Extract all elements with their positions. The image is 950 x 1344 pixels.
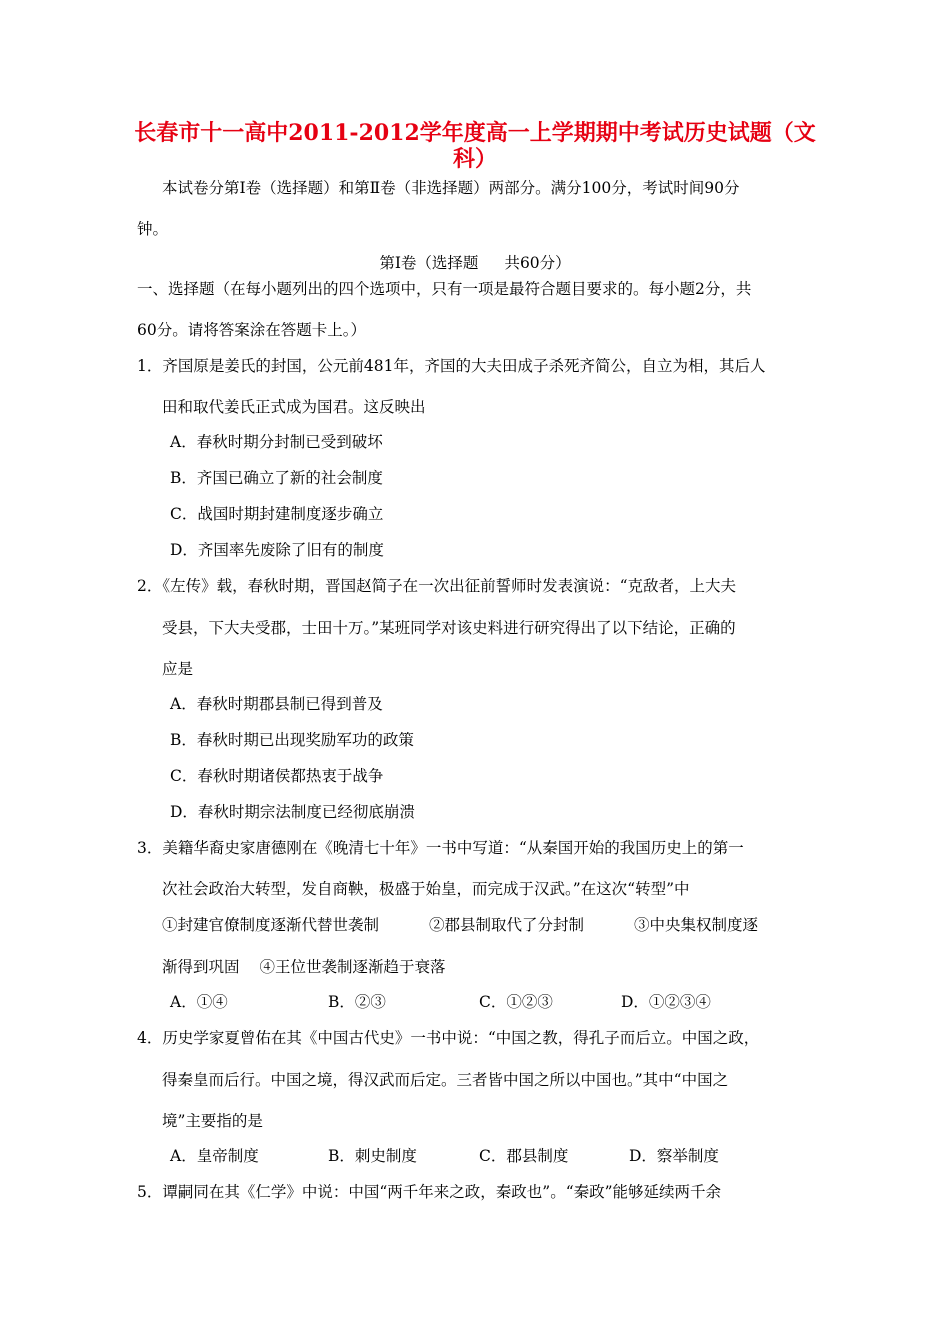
- section-heading-part1: 第Ⅰ卷（选择题: [379, 254, 479, 272]
- question-4-stem-line1: 4．历史学家夏曾佑在其《中国古代史》一书中说：“中国之教，得孔子而后立。中国之政，: [137, 1029, 760, 1047]
- question-3-item-3-cont: 渐得到巩固: [162, 958, 240, 976]
- question-3-stem-line2: 次社会政治大转型，发自商鞅，极盛于始皇，而完成于汉武。”在这次“转型”中: [162, 880, 690, 898]
- question-3-items-line1: [162, 915, 758, 935]
- question-1-option-d: D．齐国率先废除了旧有的制度: [170, 541, 384, 559]
- section-heading: [0, 253, 950, 273]
- question-2-option-a: A．春秋时期郡县制已得到普及: [170, 695, 383, 713]
- question-1-option-b: B．齐国已确立了新的社会制度: [170, 469, 383, 487]
- question-2-option-d: D．春秋时期宗法制度已经彻底崩溃: [170, 803, 415, 821]
- question-1-option-a: A．春秋时期分封制已受到破坏: [170, 433, 383, 451]
- section-heading-part2: 共60分）: [504, 254, 571, 272]
- question-1-stem-line1: 1．齐国原是姜氏的封国，公元前481年，齐国的大夫田成子杀死齐简公，自立为相，其后人: [137, 357, 766, 375]
- question-4-option-d: D．察举制度: [629, 1147, 719, 1165]
- question-1-option-c: C．战国时期封建制度逐步确立: [170, 505, 384, 523]
- question-5-stem-line1: 5．谭嗣同在其《仁学》中说：中国“两千年来之政，秦政也”。“秦政”能够延续两千余: [137, 1183, 722, 1201]
- question-3-item-2: ②郡县制取代了分封制: [429, 916, 585, 934]
- question-4-options: [170, 1146, 719, 1166]
- question-4-stem-line2: 得秦皇而后行。中国之境，得汉武而后定。三者皆中国之所以中国也。”其中“中国之: [162, 1071, 729, 1089]
- question-3-item-3: ③中央集权制度逐: [634, 916, 759, 934]
- question-3-options: [170, 992, 711, 1012]
- question-3-option-a: A．①④: [170, 993, 228, 1011]
- exam-title-line1: 长春市十一高中2011-2012学年度高一上学期期中考试历史试题（文: [134, 120, 816, 146]
- question-3-items-line2: [162, 957, 446, 977]
- intro-line2: 钟。: [137, 220, 169, 238]
- question-3-option-c: C．①②③: [479, 993, 553, 1011]
- question-3-item-4: ④王位世袭制逐渐趋于衰落: [259, 958, 446, 976]
- question-2-stem-line2: 受县，下大夫受郡，士田十万。”某班同学对该史料进行研究得出了以下结论，正确的: [162, 619, 736, 637]
- exam-title: [120, 120, 830, 172]
- question-4-stem-line3: 境”主要指的是: [162, 1112, 263, 1130]
- question-4-option-c: C．郡县制度: [479, 1147, 569, 1165]
- question-4-option-a: A．皇帝制度: [170, 1147, 259, 1165]
- exam-title-line2: 科）: [452, 146, 497, 172]
- section-instruction-line2: 60分。请将答案涂在答题卡上。）: [137, 321, 366, 339]
- question-2-option-b: B．春秋时期已出现奖励军功的政策: [170, 731, 414, 749]
- section-instruction-line1: 一、选择题（在每小题列出的四个选项中，只有一项是最符合题目要求的。每小题2分，共: [137, 280, 752, 298]
- question-2-stem-line3: 应是: [162, 660, 194, 678]
- question-2-option-c: C．春秋时期诸侯都热衷于战争: [170, 767, 384, 785]
- question-4-option-b: B．刺史制度: [328, 1147, 417, 1165]
- question-3-item-1: ①封建官僚制度逐渐代替世袭制: [162, 916, 380, 934]
- question-2-stem-line1: 2．《左传》载，春秋时期，晋国赵简子在一次出征前誓师时发表演说：“克敌者，上大夫: [137, 577, 737, 595]
- question-1-stem-line2: 田和取代姜氏正式成为国君。这反映出: [162, 398, 426, 416]
- question-3-stem-line1: 3．美籍华裔史家唐德刚在《晚清七十年》一书中写道：“从秦国开始的我国历史上的第一: [137, 839, 744, 857]
- question-3-option-b: B．②③: [328, 993, 386, 1011]
- question-3-option-d: D．①②③④: [621, 993, 711, 1011]
- intro-line1: 本试卷分第Ⅰ卷（选择题）和第Ⅱ卷（非选择题）两部分。满分100分，考试时间90分: [162, 179, 740, 197]
